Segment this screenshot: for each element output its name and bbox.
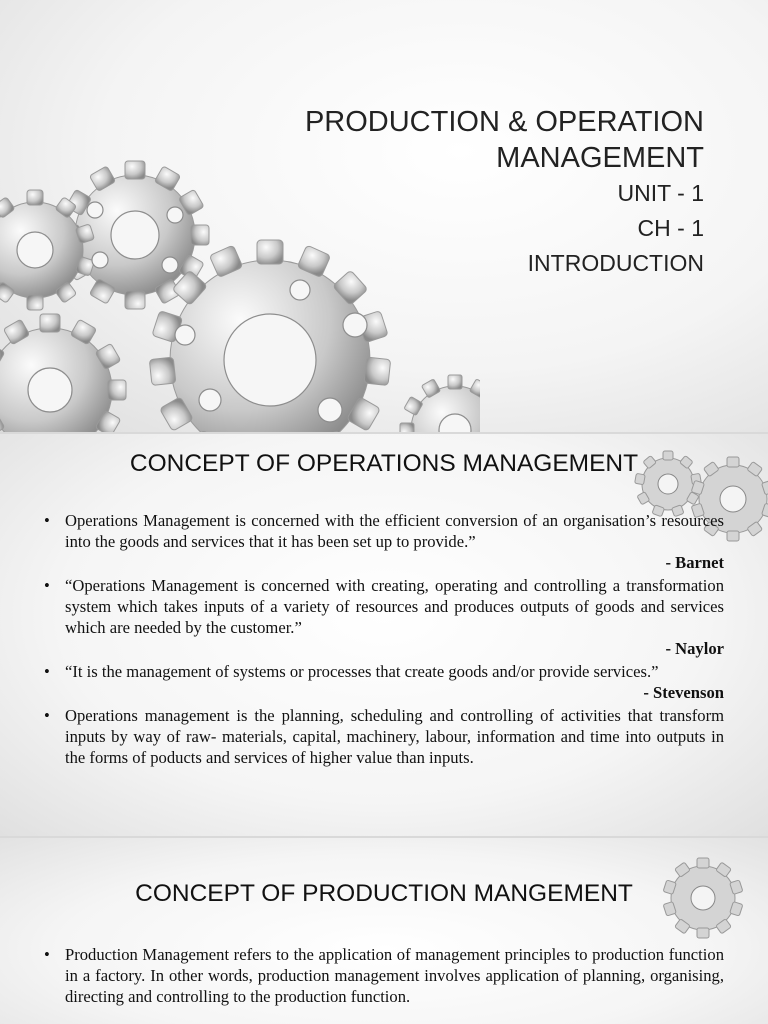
bullet-text: Operations management is the planning, scheduling and controlling of activities that transform inputs by way of raw- materials, capital, machinery, labour, information and time into outputs in the forms of poducts and services of higher value than inputs. bbox=[65, 706, 724, 767]
bullet-author: - Stevenson bbox=[643, 683, 724, 702]
bullet-text: Production Management refers to the application of management principles to production function in a factory. In other words, production management involves application of planning, organising, directing and controlling to the production function. bbox=[65, 945, 724, 1006]
operations-management-slide bbox=[0, 434, 768, 836]
topic-label: INTRODUCTION bbox=[527, 250, 704, 276]
production-management-slide bbox=[0, 838, 768, 1024]
unit-label: UNIT - 1 bbox=[617, 180, 704, 206]
slide-heading: CONCEPT OF PRODUCTION MANGEMENT bbox=[135, 880, 633, 907]
list-item bbox=[44, 944, 724, 1007]
slide-title-line-1: PRODUCTION & OPERATION bbox=[304, 106, 704, 138]
bullet-list bbox=[44, 944, 724, 1009]
chapter-label: CH - 1 bbox=[637, 215, 704, 241]
list-item bbox=[44, 705, 724, 768]
list-item bbox=[44, 575, 724, 659]
bullet-text: “Operations Management is concerned with creating, operating and controlling a transformation system which takes inputs of a variety of resources and produces outputs of goods and services which are needed by the customer.” bbox=[65, 576, 724, 637]
title-block bbox=[244, 104, 704, 281]
bullet-author: - Barnet bbox=[665, 553, 724, 572]
bullet-author: - Naylor bbox=[665, 639, 724, 658]
slide-heading: CONCEPT OF OPERATIONS MANAGEMENT bbox=[129, 450, 639, 477]
list-item bbox=[44, 661, 724, 703]
bullet-list bbox=[44, 510, 724, 770]
title-slide bbox=[0, 0, 768, 432]
list-item bbox=[44, 510, 724, 573]
bullet-text: Operations Management is concerned with the efficient conversion of an organisation’s resources into the goods and services that it has been set up to provide.” bbox=[65, 511, 724, 551]
bullet-text: “It is the management of systems or processes that create goods and/or provide services.” bbox=[65, 662, 659, 681]
slide-title-line-2: MANAGEMENT bbox=[496, 142, 704, 174]
